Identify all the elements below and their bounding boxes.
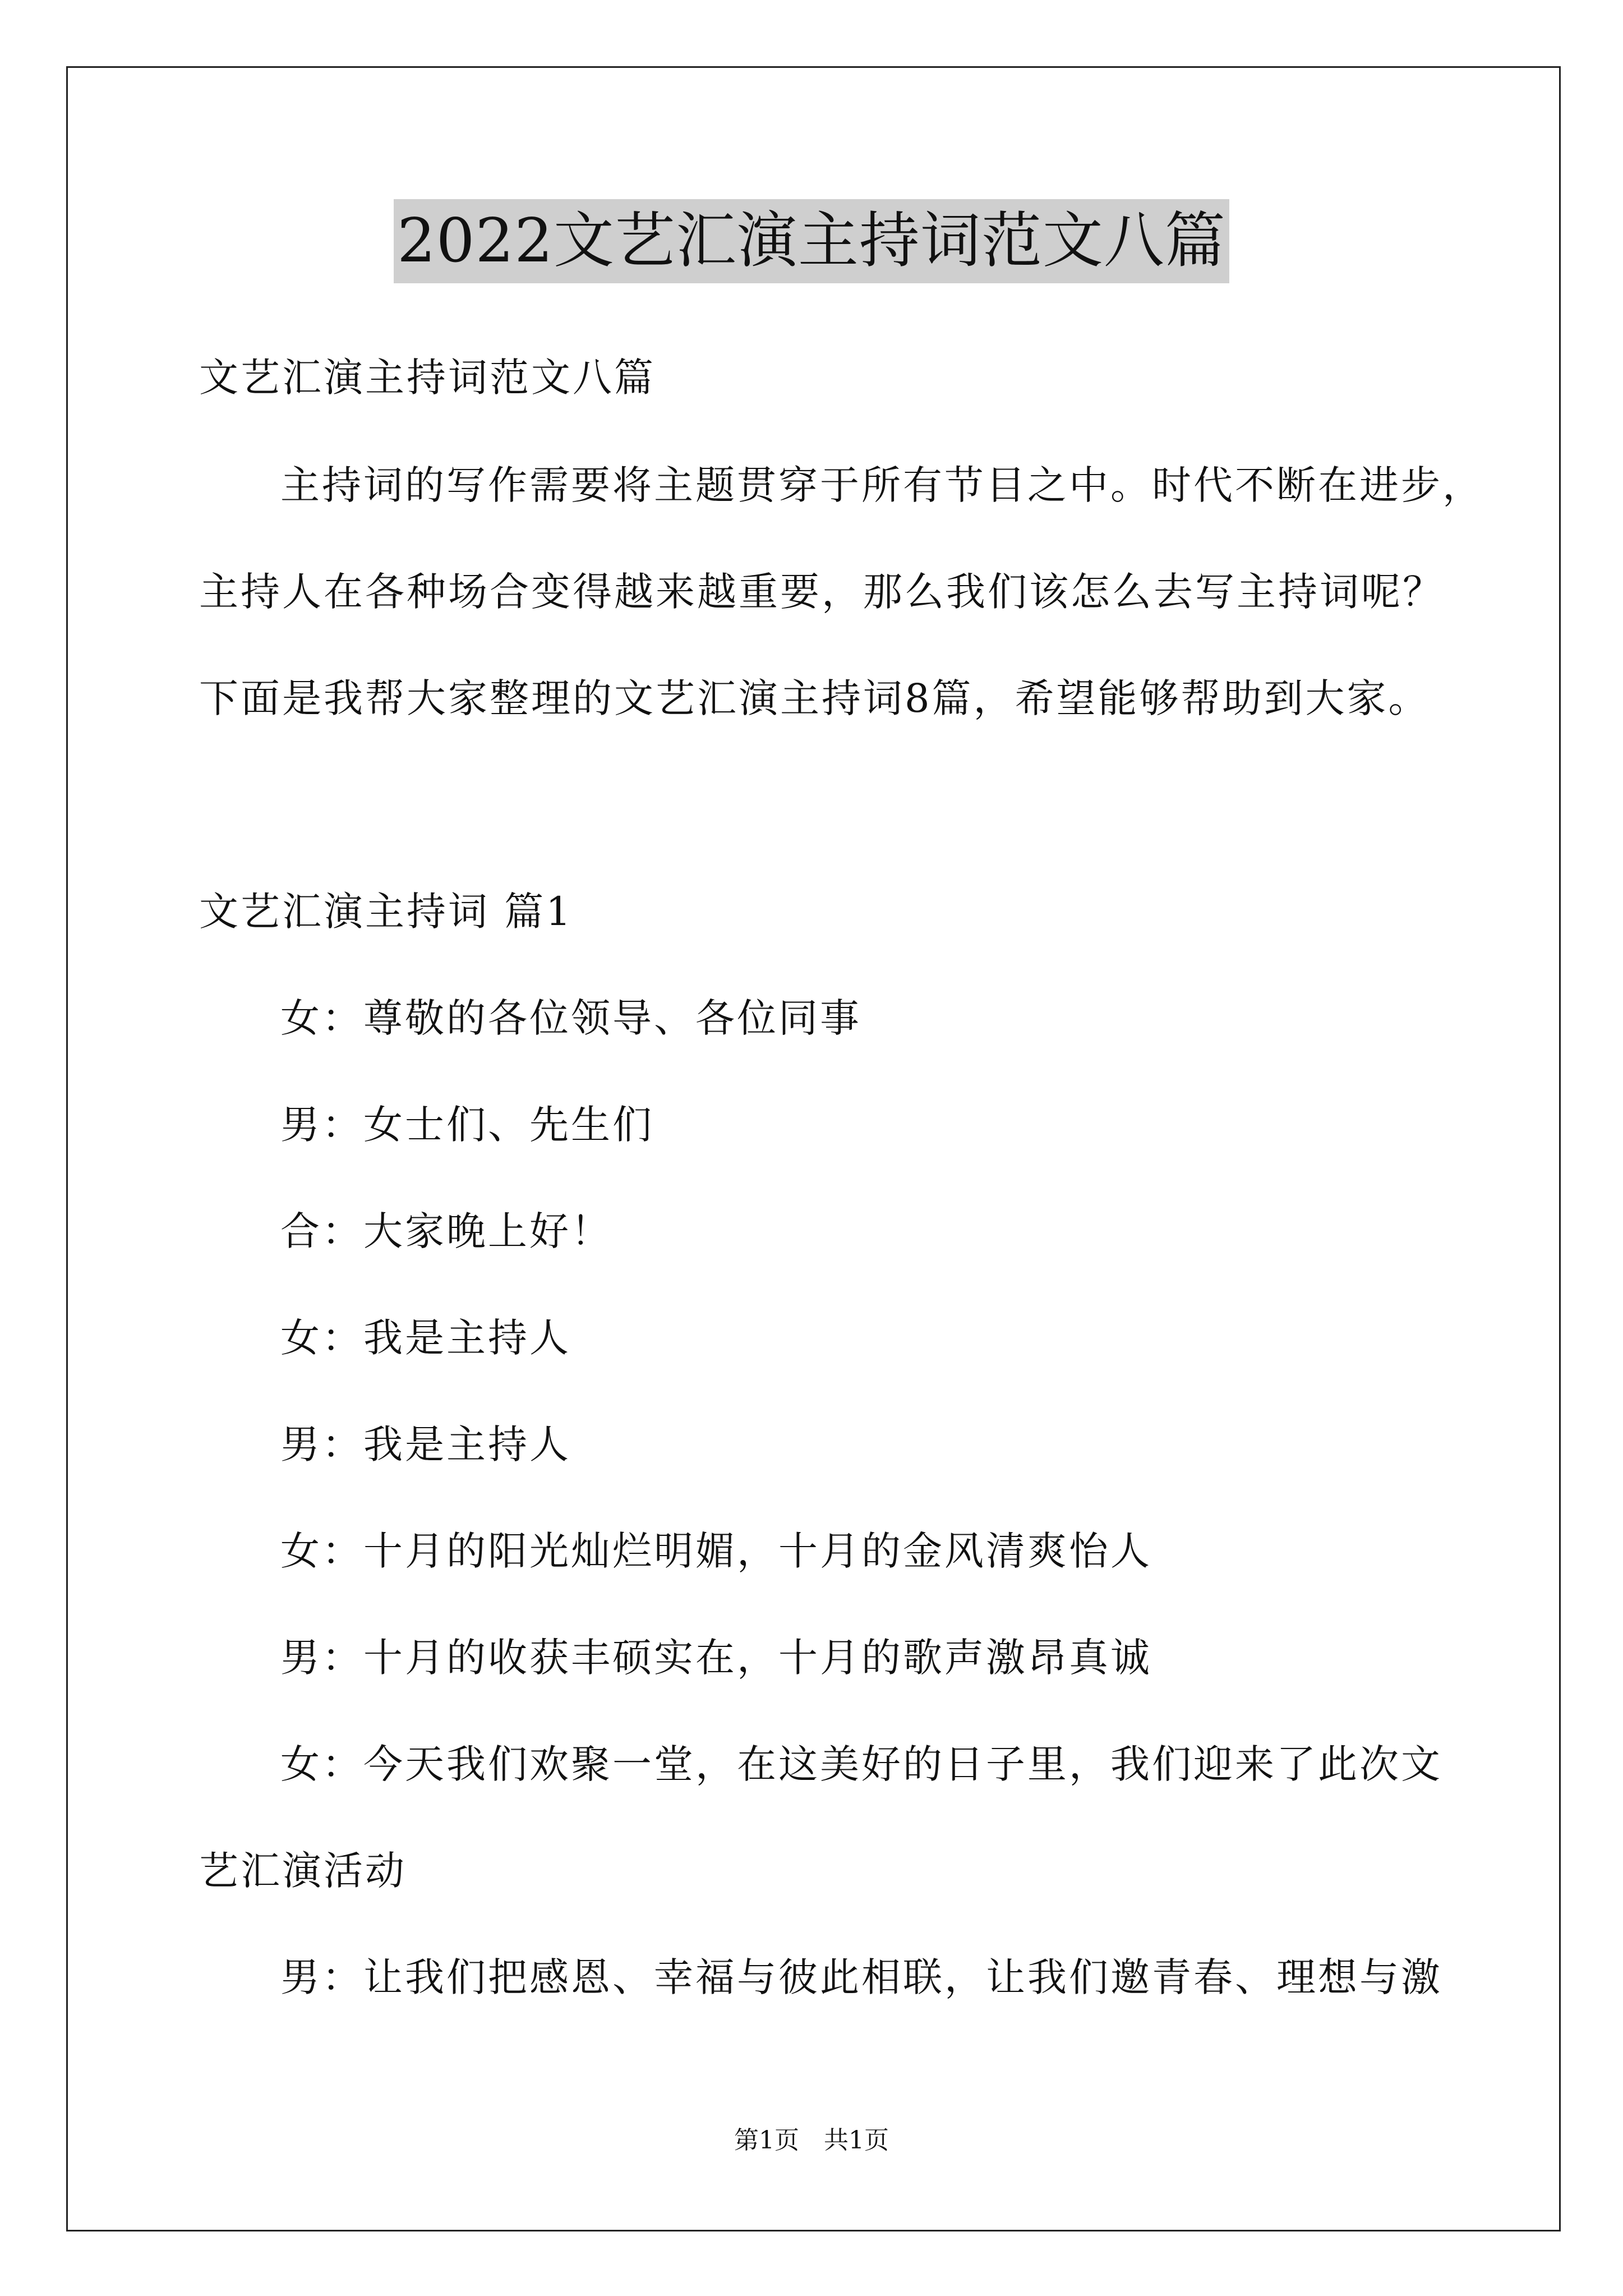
document-title: 2022文艺汇演主持词范文八篇 <box>394 199 1229 283</box>
script-line: 男：女士们、先生们 <box>280 1102 654 1148</box>
script-line: 女：我是主持人 <box>280 1315 571 1361</box>
intro-line-3: 下面是我帮大家整理的文艺汇演主持词8篇，希望能够帮助到大家。 <box>199 675 1430 721</box>
intro-line-1: 主持词的写作需要将主题贯穿于所有节目之中。时代不断在进步， <box>280 462 1484 508</box>
page-number-footer: 第1页 共1页 <box>734 2126 889 2155</box>
script-line: 男：我是主持人 <box>280 1421 571 1467</box>
document-subtitle: 文艺汇演主持词范文八篇 <box>199 355 656 401</box>
script-line: 合：大家晚上好！ <box>280 1208 612 1254</box>
script-line: 女：今天我们欢聚一堂，在这美好的日子里，我们迎来了此次文 <box>280 1741 1442 1787</box>
script-line: 男：让我们把感恩、幸福与彼此相联，让我们邀青春、理想与激 <box>280 1954 1442 2000</box>
script-line-continuation: 艺汇演活动 <box>199 1848 407 1894</box>
section-heading: 文艺汇演主持词 篇1 <box>199 889 573 935</box>
script-line: 女：十月的阳光灿烂明媚，十月的金风清爽怡人 <box>280 1528 1152 1574</box>
intro-line-2: 主持人在各种场合变得越来越重要，那么我们该怎么去写主持词呢？ <box>199 569 1444 615</box>
script-line: 男：十月的收获丰硕实在，十月的歌声激昂真诚 <box>280 1635 1152 1681</box>
title-container <box>0 199 1623 283</box>
script-line: 女：尊敬的各位领导、各位同事 <box>280 995 861 1041</box>
